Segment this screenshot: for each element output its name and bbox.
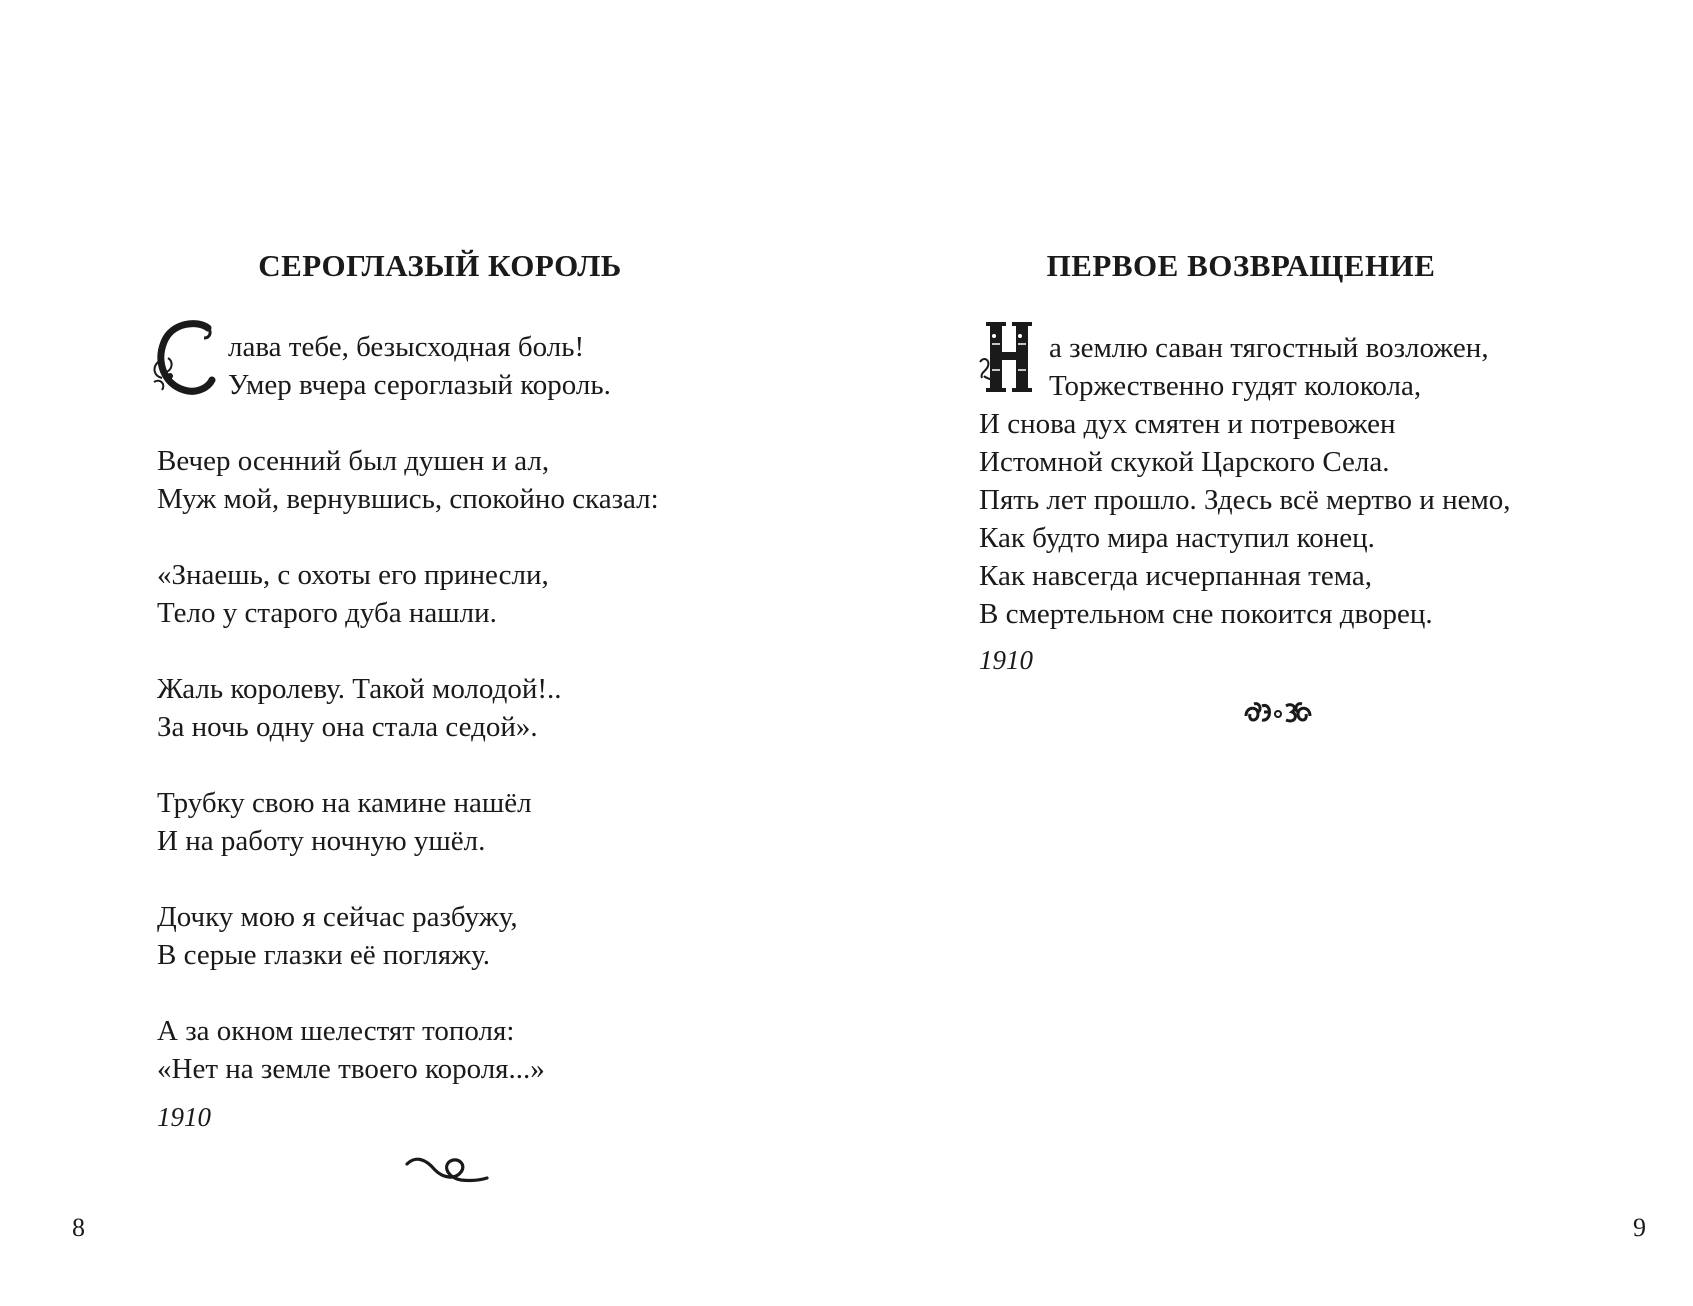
stanza: [157, 328, 659, 404]
poem-title-right: ПЕРВОЕ ВОЗВРАЩЕНИЕ: [1046, 248, 1436, 283]
swirl-flourish-icon: [405, 1150, 489, 1191]
stanza: [979, 329, 1511, 633]
verse-line: Муж мой, вернувшись, спокойно сказал:: [157, 483, 659, 515]
stanza: [157, 556, 659, 632]
verse-line: «Знаешь, с охоты его принесли,: [157, 559, 549, 591]
verse-line: И на работу ночную ушёл.: [157, 825, 486, 857]
stanza: [157, 898, 659, 974]
knot-vignette-icon: [1242, 698, 1314, 733]
verse-line: Пять лет прошло. Здесь всё мертво и немо,: [979, 484, 1511, 516]
stanza: [157, 670, 659, 746]
poem-year-right: 1910: [979, 645, 1033, 675]
stanza: [157, 784, 659, 860]
verse-line: Трубку свою на камине нашёл: [157, 787, 532, 819]
verse-line: В серые глазки её погляжу.: [157, 939, 491, 971]
poem-year-left: 1910: [157, 1102, 211, 1132]
verse-line: «Нет на земле твоего короля...»: [157, 1053, 545, 1085]
verse-line: Как навсегда исчерпанная тема,: [979, 560, 1372, 592]
verse-line: В смертельном сне покоится дворец.: [979, 598, 1433, 630]
verse-line: Дочку мою я сейчас разбужу,: [157, 901, 518, 933]
verse-line: а землю саван тягостный возложен,: [1049, 332, 1489, 364]
poem-body-right: [979, 329, 1511, 633]
verse-line: И снова дух смятен и потревожен: [979, 408, 1396, 440]
stanza: [157, 442, 659, 518]
verse-line: Торжественно гудят колокола,: [1049, 370, 1422, 402]
left-page: [0, 0, 846, 1306]
verse-line: Вечер осенний был душен и ал,: [157, 445, 550, 477]
poem-title-left: СЕРОГЛАЗЫЙ КОРОЛЬ: [258, 248, 622, 283]
verse-line: Тело у старого дуба нашли.: [157, 597, 497, 629]
page-number-left: 8: [72, 1213, 85, 1242]
stanza: [157, 1012, 659, 1088]
verse-line: Истомной скукой Царского Села.: [979, 446, 1390, 478]
verse-line: Жаль королеву. Такой молодой!..: [157, 673, 562, 705]
page-number-right: 9: [1633, 1213, 1646, 1242]
verse-line: Как будто мира наступил конец.: [979, 522, 1375, 554]
verse-line: Умер вчера сероглазый король.: [228, 369, 611, 401]
verse-line: А за окном шелестят тополя:: [157, 1015, 515, 1047]
verse-line: За ночь одну она стала седой».: [157, 711, 538, 743]
verse-line: лава тебе, безысходная боль!: [228, 331, 585, 363]
right-page: [846, 0, 1693, 1306]
poem-body-left: [157, 328, 659, 1088]
